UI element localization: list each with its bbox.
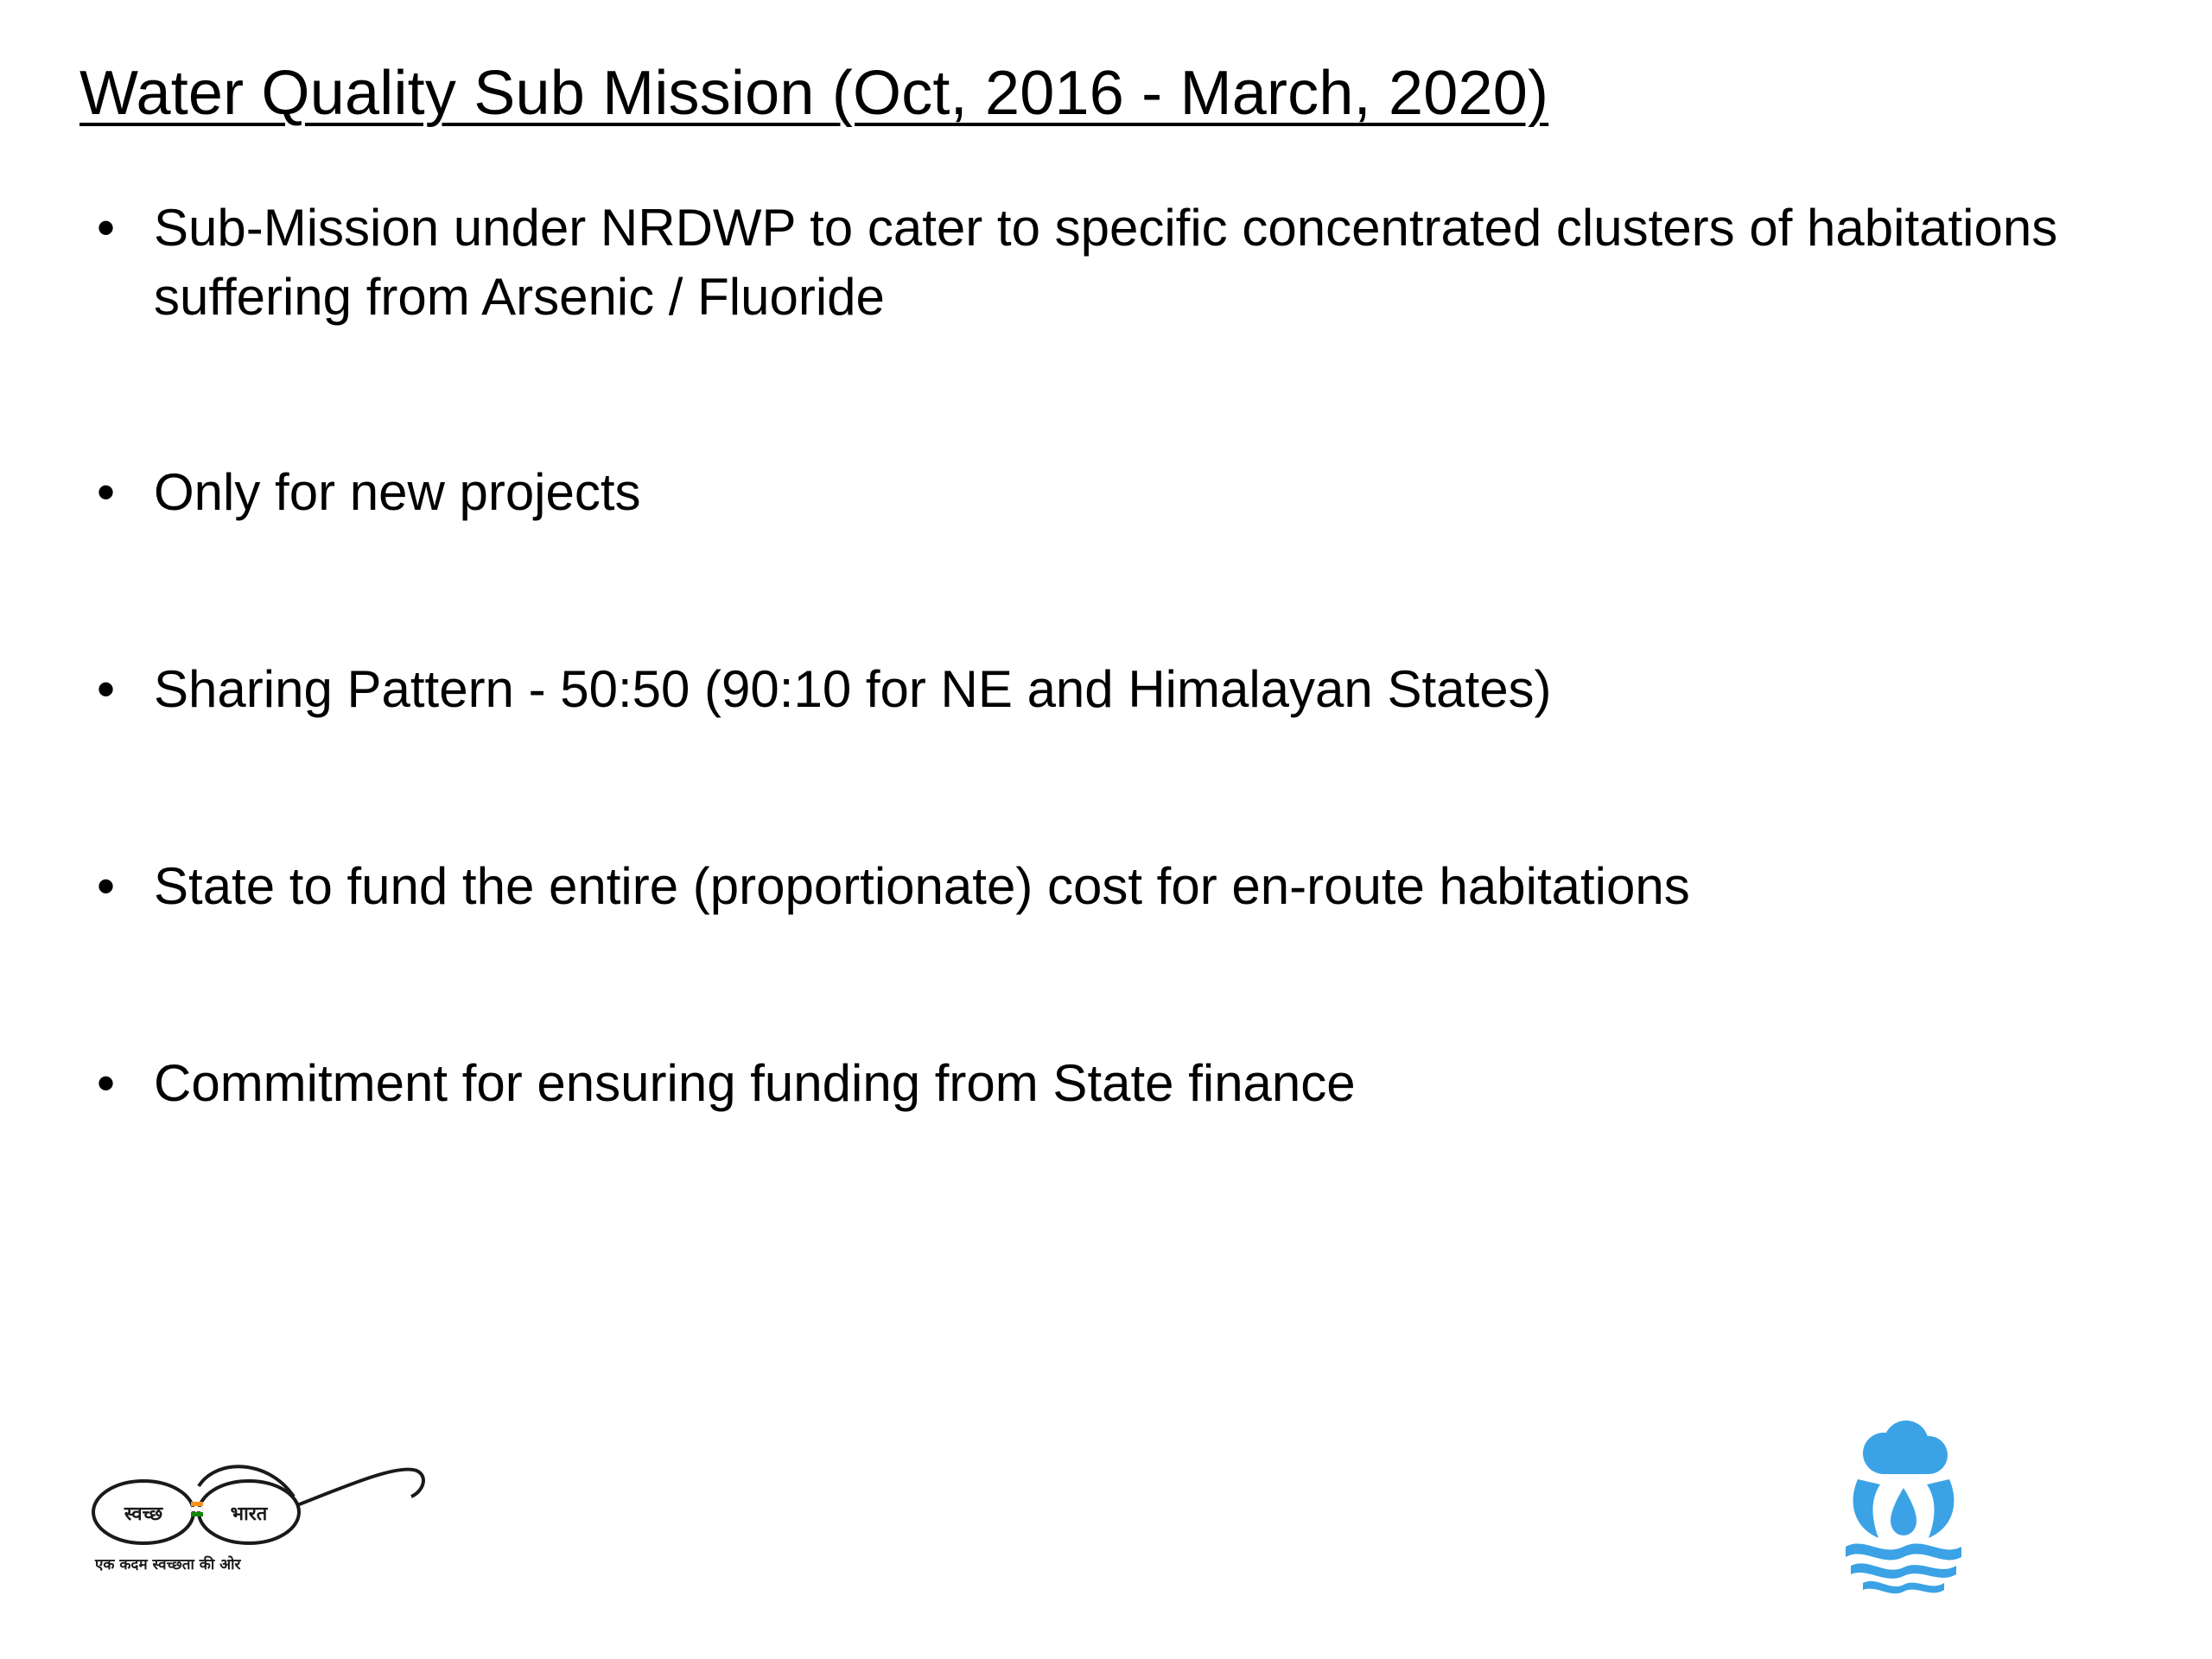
- swachh-bharat-logo-icon: [86, 1452, 432, 1590]
- bullet-marker: •: [97, 1054, 116, 1112]
- bullet-marker: •: [97, 660, 116, 718]
- water-drop-logo-icon: [1839, 1417, 1968, 1599]
- bullet-text: Sharing Pattern - 50:50 (90:10 for NE and Himalayan States): [154, 660, 1552, 718]
- bullet-marker: •: [97, 199, 116, 257]
- bullet-item: [97, 194, 2084, 332]
- bullet-marker: •: [97, 463, 116, 521]
- bullet-text: Sub-Mission under NRDWP to cater to specific concentrated clusters of habitations suffering from Arsenic / Fluoride: [154, 199, 2058, 326]
- bullet-text: Commitment for ensuring funding from State finance: [154, 1054, 1356, 1112]
- bullet-text: Only for new projects: [154, 463, 641, 521]
- slide-title: Water Quality Sub Mission (Oct, 2016 - March, 2020): [79, 59, 1549, 128]
- bullet-item: [97, 1049, 2084, 1118]
- bullet-item: [97, 458, 2084, 527]
- bullet-marker: •: [97, 857, 116, 915]
- bullet-text: State to fund the entire (proportionate) cost for en-route habitations: [154, 857, 1690, 915]
- bullet-item: [97, 852, 2084, 921]
- logo-right-lens-text: भारत: [230, 1503, 268, 1525]
- bullet-item: [97, 655, 2084, 724]
- logo-left-lens-text: स्वच्छ: [124, 1503, 163, 1525]
- logo-tagline: एक कदम स्वच्छता की ओर: [95, 1556, 241, 1573]
